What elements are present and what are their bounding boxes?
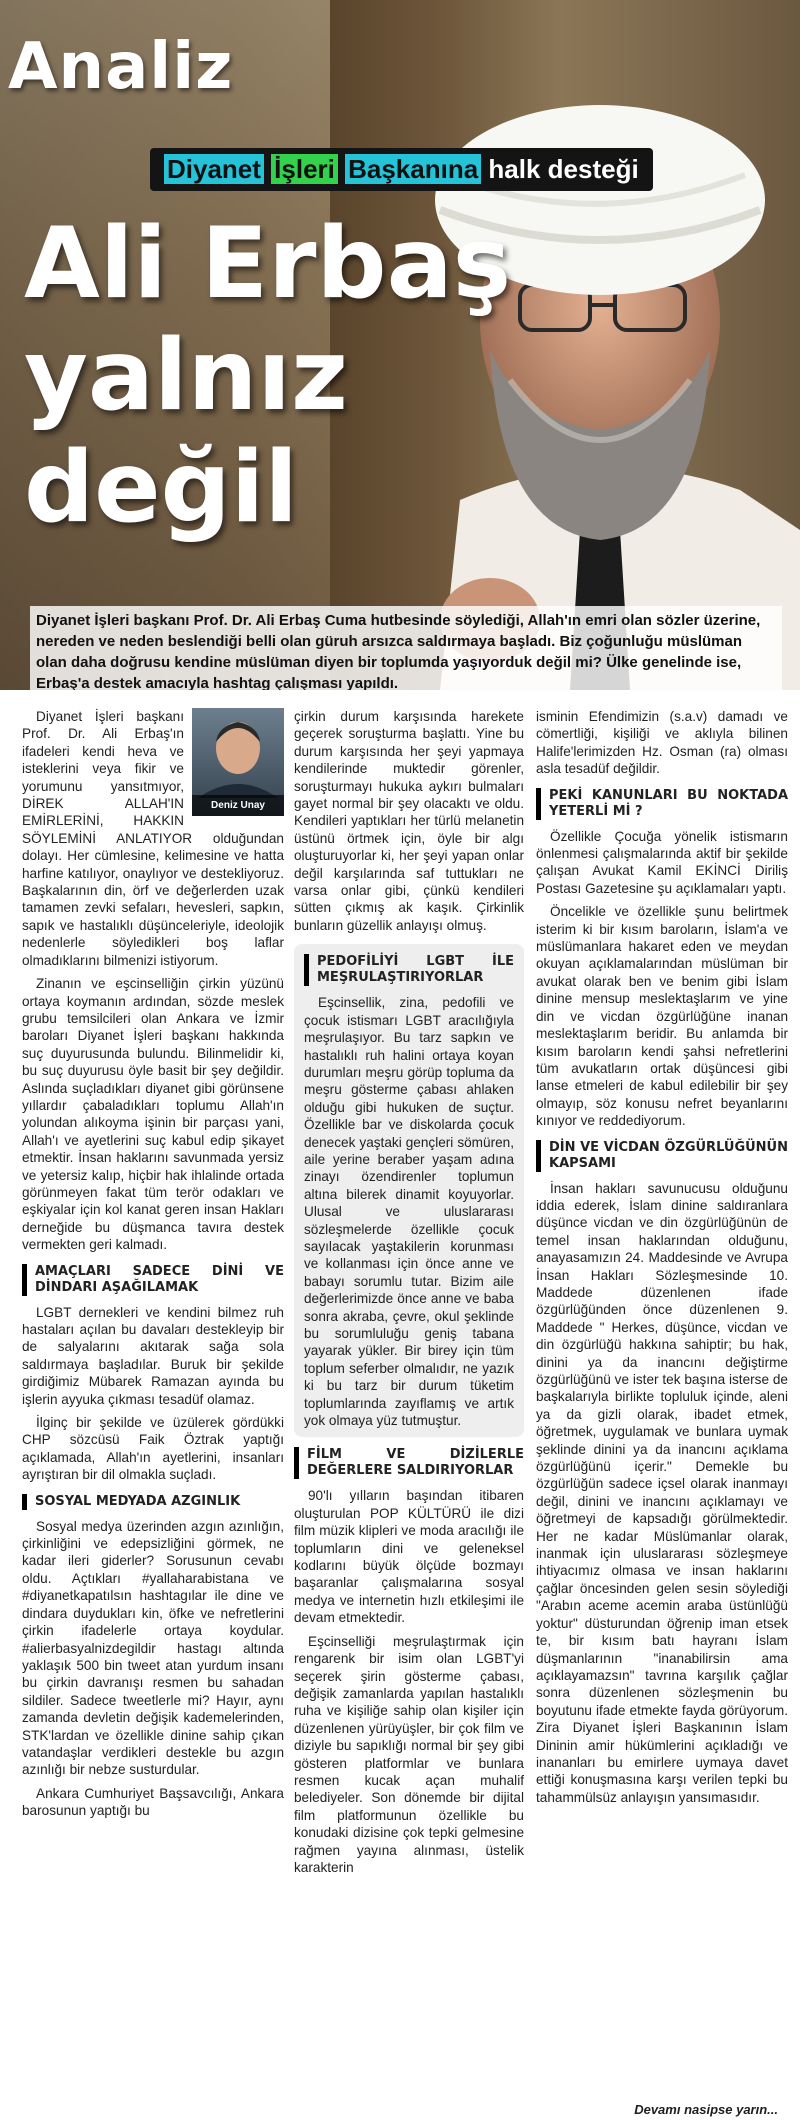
headline-line: değil (24, 431, 298, 545)
author-name: Deniz Unay (192, 795, 284, 816)
article-column-3 (536, 708, 788, 1812)
paragraph: çirkin durum karşısında harekete geçerek soruşturma başlattı. Yine bu durum karşısında her şeyi yapmaya kendilerinde muktedir görenler, soruşturmayı hukuka aykırı bulmaları gayet normal bir şey olacaktı ve oldu. Kendileri yaptıkları her türlü melanetin üstünü örtmek için, öyle bir algı oluşturuyorlar ki, her şeyi yapan onlar değil karşılarında saf tuttukları ne varsa onlar gibi, çünkü kendileri sütten çıkmış ak kaşık. Çirkinlik bunların güzellik anlayışı olmuş. (294, 709, 524, 933)
section-heading: PEDOFİLİYİ LGBT İLE MEŞRULAŞTIRIYORLAR (304, 954, 514, 986)
section-heading: DİN VE VİCDAN ÖZGÜRLÜĞÜNÜN KAPSAMI (536, 1140, 788, 1172)
paragraph: isminin Efendimizin (s.a.v) damadı ve cömertliği, kişiliği ve aklıyla bilinen Halife'lerimizden Hz. Osman (ra) olması asla tesadüf değildir. (536, 709, 788, 777)
paragraph: Ankara Cumhuriyet Başsavcılığı, Ankara barosunun yaptığı bu (22, 1785, 284, 1819)
section-heading: FİLM VE DİZİLERLE DEĞERLERE SALDIRIYORLAR (294, 1447, 524, 1479)
headline-line: Ali Erbaş (24, 207, 512, 321)
section-heading: AMAÇLARI SADECE DİNİ VE DİNDARI AŞAĞILAMAK (22, 1264, 284, 1296)
subtitle-word: Diyanet (164, 154, 264, 184)
sidebar-box (294, 944, 524, 1437)
subtitle-bar (150, 148, 653, 191)
paragraph: Diyanet İşleri başkanı Prof. Dr. Ali Erbaş'ın ifadeleri kendi heva ve isteklerini veya fikir ve yorumunu yansıtmıyor, DİREK ALLAH'IN EMİRLERİNİ, HAKKIN SÖYLEMİNİ ANLATIYOR olduğundan dolayı. Her cümlesine, kelimesine ve hatta harfine katılıyor, onaylıyor ve destekliyoruz. Başkalarının din, örf ve değerlerden uzak tamamen zevki sefaları, hevesleri, sapkın, sapık ve hastalıklı düşünceleriyle, ideolojik nedenlerle söyledikleri boş laflar olmadıklarını bilmenizi istiyorum. (22, 709, 284, 968)
headline (24, 208, 511, 544)
headline-line: yalnız (24, 319, 349, 433)
paragraph: Öncelikle ve özellikle şunu belirtmek isterim ki bir kısım baroların, İslam'a ve müslümanlara hakaret eden ve meydan okuyan açıklamalarından müslüman bir avukat olarak ben ve benim gibi İslam dinine mensup meslektaşlarım ve yine din ve vicdan özgürlüğüne inanan meslektaşlarım beridir. Bu anlamda bir kısım baroların kendi şahsi nefretlerini tüm avukatların ortak düşüncesi gibi lanse etmeleri de kabul edilebilir bir şey olmayıp, söz konusu nefret beyanlarını kınıyor ve reddediyorum. (536, 904, 788, 1129)
paragraph: Zinanın ve eşcinselliğin çirkin yüzünü ortaya koymanın ardından, sözde meslek grubu temsilcileri olan Ankara ve İzmir baroları Diyanet İşleri başkanı hakkında suç duyurusunda bulundu. Bilinmelidir ki, bu suç duyurusu öyle basit bir şey değildir. Aslında suçladıkları diyanet gibi görünsene yıllardır çabaladıkları toplumu Allah'ın yolundan alıkoyma işinin bir parçası yani, Allah'ı ve ayetlerini suç kabul edip şikayet etmektir. İnsan haklarını savunmada yersiz ve yetersiz kalıp, hiçbir hak ihlalinde ortada görünmeyen fakat tüm terör odakları ve eşkiyalar için kol kanat geren insan Hakları derneğide bu düşmanca tavıra destek vermekten geri kalmadı. (22, 976, 284, 1253)
section-heading: PEKİ KANUNLARI BU NOKTADA YETERLİ Mİ ? (536, 788, 788, 820)
paragraph: LGBT dernekleri ve kendini bilmez ruh hastaları açılan bu davaları destekleyip bir de salyalarını akıtarak sağa sola saldırmaya başladılar. Buruk bir şekilde girdiğimiz Mübarek Ramazan ayında bu işlerin ayyuka çıkması tesadüf olamaz. (22, 1304, 284, 1407)
hero-banner (0, 0, 800, 690)
author-avatar-icon (192, 708, 284, 798)
paragraph: Özellikle Çocuğa yönelik istismarın önlenmesi çalışmalarında aktif bir şekilde çalışan Avukat Kamil EKİNCİ Diriliş Postası Gazetesine şu açıklamaları yaptı. (536, 828, 788, 896)
author-photo (192, 708, 284, 816)
subtitle-word: Başkanına (345, 154, 481, 184)
article-deck: Diyanet İşleri başkanı Prof. Dr. Ali Erbaş Cuma hutbesinde söylediği, Allah'ın emri olan sözler üzerine, nereden ve neden beslendiği belli olan güruh arsızca saldırmaya başladı. Biz çoğunluğu müslüman olan daha doğrusu kendine müslüman diyen bir toplumda yaşıyorduk değil mi? Ülke genelinde ise, Erbaş'a destek amacıyla hashtag çalışması yapıldı. (30, 606, 782, 690)
paragraph: Eşcinsellik, zina, pedofili ve çocuk istismarı LGBT aracılığıyla meşrulaşıyor. Bu tarz sapkın ve hastalıklı ruh halini ortaya koyan durumları meşru görüp topluma da meşru gösterme çabası ahlaken olduğu gibi hukuken de suçtur. Özellikle bar ve diskolarda çocuk denecek yaştaki gençleri sömüren, aile yerine beraber yaşam adına zinayı özendirenler toplumun altına bilerek dinamit koyuyorlar. Ulusal ve uluslararası sözleşmelerde özellikle çocuk sayılacak yaştakilerin korunması ve kollanması için önce anne ve babayı sorumlu tutar. Bizim aile değerlerimizde önce anne ve baba sonra akraba, çevre, okul şeklinde bu sorumluluğu geniş tabana yayarak yükler. Bir birey için tüm toplum seferber olmalıdır, ne yazık ki bu tarz bir durum tüketim toplumlarında zayıflamış ve artık yok olmaya yüz tutmuştur. (304, 995, 514, 1429)
paragraph: İlginç bir şekilde ve üzülerek gördükki CHP sözcüsü Faik Öztrak yaptığı açıklamada, Allah'ın ayetlerini, insanları ayrıştıran bir dil olmakla suçladı. (22, 1415, 284, 1483)
article-column-1 (22, 708, 284, 1826)
paragraph: Eşcinselliği meşrulaştırmak için rengarenk bir isim olan LGBT'yi seçerek şirin gösterme çabası, değişik zamanlarda yapılan hastalıklı ruha ve kişiliğe sahip olan kişiler için düzenlenen yürüyüşler, bir çok film ve diziyle bu sapıklığı normal bir şey gibi gösteren platformlar ve bunlara resmen kucak açan muhalif belediyeler. Son dönemde bir dijital film platformunun özellikle bu konudaki dizisine çok tepki gelmesine rağmen yayına alınması, üstelik karakterin (294, 1633, 524, 1875)
continued-note: Devamı nasipse yarın... (634, 2102, 778, 2117)
section-heading: SOSYAL MEDYADA AZGINLIK (22, 1494, 284, 1510)
section-kicker: Analiz (8, 30, 234, 104)
subtitle-word: İşleri (271, 154, 338, 184)
paragraph: 90'lı yılların başından itibaren oluşturulan POP KÜLTÜRÜ ile dizi film müzik klipleri ve moda aracılığı ile toplumların dini ve geleneksel kodlarını büyük ölçüde bozmayı başaranlar çalışmalarına sosyal medya ve internetin hızlı etkileşimi ile devam etmektedir. (294, 1488, 524, 1626)
paragraph: İnsan hakları savunucusu olduğunu iddia ederek, İslam dinine saldıranlara düşünce vicdan ve din özgürlüğünün de temel insan haklarından olduğunu, anayasamızın 24. Maddesinde ve Avrupa İnsan Hakları Sözleşmesinde 10. Maddede düzenlenen ifade özgürlüğünden önce düzenlenen 9. Maddede " Herkes, düşünce, vicdan ve din özgürlüğü hakkına sahiptir; bu hak, dinini ya da inancını değiştirme özgürlüğünü ve ister tek başına isterse de başkalarıyla birlikte topluluk içinde, aleni ya da gizli olarak, ibadet etmek, öğretmek, uygulamak ve bunlara uymak şeklinde dinini ya da inancını açıklama özgürlüğünü içerir." Demekle bu özgürlüğün sadece içsel olarak inanmayı değil, dinini ve inancını açıklamayı ve öğretmeyi de kapsadığı görülmektedir. Her ne kadar Müslümanlar olarak, inanmak için uluslararası sözleşmeye ihtiyacımız olmasa ve insan haklarını çağlar öncesinden gelen sesin söylediği "Arabın aceme acemin araba üstünlüğü yoktur" düsturundan öğrenip iman etsek te, bir kısım batı hayranı İslam düşmanlarının "inanabilirsin ama açıklayamazsın" tavrına karşılık çağlar sonra düzenlenen sözleşmenin bu boyutunu ifade etmekte fayda görüyorum. Zira Diyanet İşleri Başkanının İslam Dininin amir hükümlerini açıkladığı ve inananları bu emirlere uymaya davet ettiği konuşmasına karşı verilen tepki bu tahammülsüz anlayışın yansımasıdır. (536, 1180, 788, 1805)
subtitle-word: halk desteği (488, 154, 639, 184)
article-column-2 (294, 708, 524, 1882)
paragraph: Sosyal medya üzerinden azgın azınlığın, çirkinliğini ve edepsizliğini görmek, ne kadar ileri giderler? Sorusunun cevabı oldu. Açtıkları #yallaharabistana ve #diyanetkapatılsın hashtagılar ile dine ve dindara duydukları kin, öfke ve nefretlerini çirkin ifadelerle ortaya koydular. #alierbasyalnizdegildir hastagı altında yaklaşık 500 bin tweet atan yurdum insanı bu çirkin davranışı resmen bu sahadan sildiler. Sadece tweetlerle mi? Hayır, aynı zamanda devletin değişik kademelerinden, STK'lardan ve özellikle dinine sahip çıkan vatandaşlar verdikleri destekle bu azgın azınlığı bir nebze susturdular. (22, 1518, 284, 1778)
